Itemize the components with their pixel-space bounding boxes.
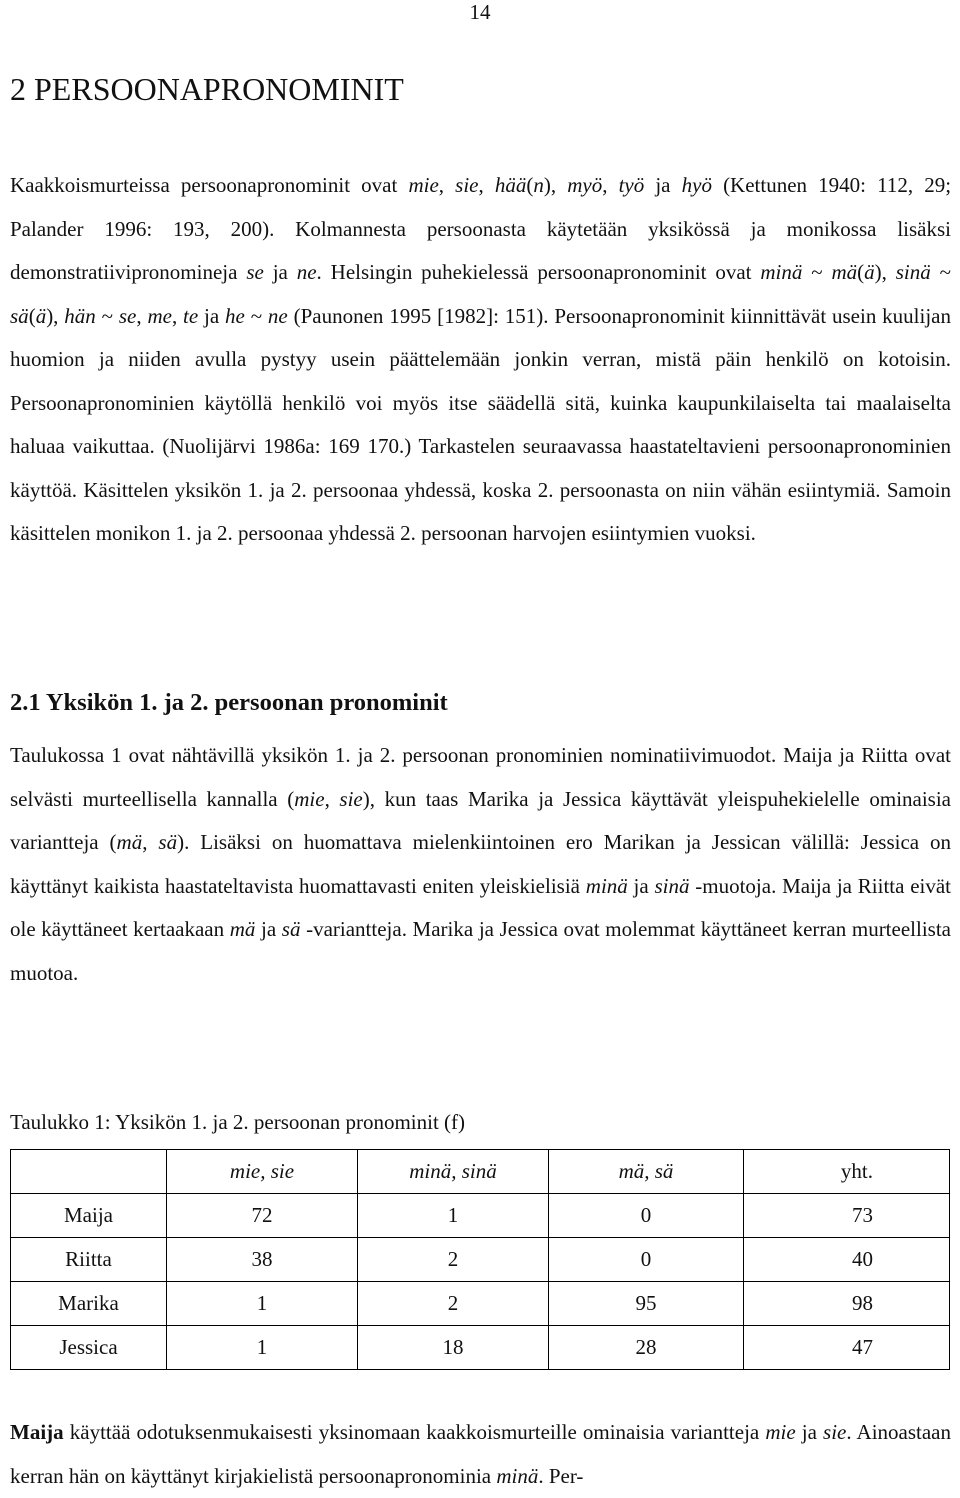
table-cell: 0 — [549, 1238, 744, 1282]
section-title: 2.1 Yksikön 1. ja 2. persoonan pronominit — [10, 689, 448, 716]
maija-paragraph: Maija käyttää odotuksenmukaisesti yksinomaan kaakkoismurteille ominaisia variantteja mie ja sie. Ainoastaan kerran hän on käyttänyt kirjakielistä persoonapronominia minä. Per- — [10, 1420, 952, 1488]
intro-paragraph: Kaakkoismurteissa persoonapronominit ovat mie, sie, hää(n), myö, työ ja hyö (Kettunen 1940: 112, 29; Palander 1996: 193, 200). Kolmannesta persoonasta käytetään yksikössä ja monikossa lisäksi demonstratiivipronomineja se ja ne. Helsingin puhekielessä persoonapronominit ovat minä ~ mä(ä), sinä ~ sä(ä), hän ~ se, me, te ja he ~ ne (Paunonen 1995 [1982]: 151). Persoonapronominit kiinnittävät usein kuulijan huomion ja niiden avulla pystyy usein päättelemään jonkin verran, mistä päin henkilö on kotoisin. Persoonapronominien käytöllä henkilö voi myös itse säädellä sitä, kuinka kaupunkilaiselta tai maalaiselta haluaa vaikuttaa. (Nuolijärvi 1986a: 169 170.) Tarkastelen seuraavassa haastateltavieni persoonapronominien käyttöä. Käsittelen yksikön 1. ja 2. persoonaa yhdessä, koska 2. persoonasta on niin vähän esiintymiä. Samoin käsittelen monikon 1. ja 2. persoonaa yhdessä 2. persoonan harvojen esiintymien vuoksi. — [10, 173, 952, 545]
header-cell: minä, sinä — [358, 1150, 549, 1194]
table-cell: 38 — [167, 1238, 358, 1282]
header-cell: mä, sä — [549, 1150, 744, 1194]
row-label: Riitta — [11, 1238, 167, 1282]
table-cell-total: 47 — [744, 1326, 950, 1370]
section-paragraph: Taulukossa 1 ovat nähtävillä yksikön 1. ja 2. persoonan pronominien nominatiivimuodot. Maija ja Riitta ovat selvästi murteellisella kannalla (mie, sie), kun taas Marika ja Jessica käyttävät yleispuhekielelle ominaisia variantteja (mä, sä). Lisäksi on huomattava mielenkiintoinen ero Marikan ja Jessican välillä: Jessica on käyttänyt kaikista haastateltavista huomattavasti eniten yleiskielisiä minä ja sinä -muotoja. Maija ja Riitta eivät ole käyttäneet kertaakaan mä ja sä -variantteja. Marika ja Jessica ovat molemmat käyttäneet kerran murteellista muotoa. — [10, 743, 952, 985]
table-row — [11, 1326, 950, 1370]
table-header-row — [11, 1150, 950, 1194]
row-label: Marika — [11, 1282, 167, 1326]
header-cell-total: yht. — [744, 1150, 950, 1194]
page-number: 14 — [469, 0, 491, 24]
table-cell: 1 — [358, 1194, 549, 1238]
table-cell: 1 — [167, 1326, 358, 1370]
row-label: Jessica — [11, 1326, 167, 1370]
chapter-title: 2 PERSOONAPRONOMINIT — [10, 71, 404, 107]
table-cell: 28 — [549, 1326, 744, 1370]
table-cell: 72 — [167, 1194, 358, 1238]
table-row — [11, 1238, 950, 1282]
table-caption: Taulukko 1: Yksikön 1. ja 2. persoonan pronominit (f) — [10, 1110, 466, 1134]
row-label: Maija — [11, 1194, 167, 1238]
header-cell-empty — [11, 1150, 167, 1194]
table-cell: 0 — [549, 1194, 744, 1238]
table-cell: 2 — [358, 1282, 549, 1326]
table-cell-total: 98 — [744, 1282, 950, 1326]
table-cell: 18 — [358, 1326, 549, 1370]
table-row — [11, 1282, 950, 1326]
pronoun-table — [10, 1149, 950, 1370]
header-cell: mie, sie — [167, 1150, 358, 1194]
table-cell-total: 40 — [744, 1238, 950, 1282]
table-row — [11, 1194, 950, 1238]
table-cell-total: 73 — [744, 1194, 950, 1238]
table-cell: 1 — [167, 1282, 358, 1326]
table-cell: 2 — [358, 1238, 549, 1282]
table-cell: 95 — [549, 1282, 744, 1326]
